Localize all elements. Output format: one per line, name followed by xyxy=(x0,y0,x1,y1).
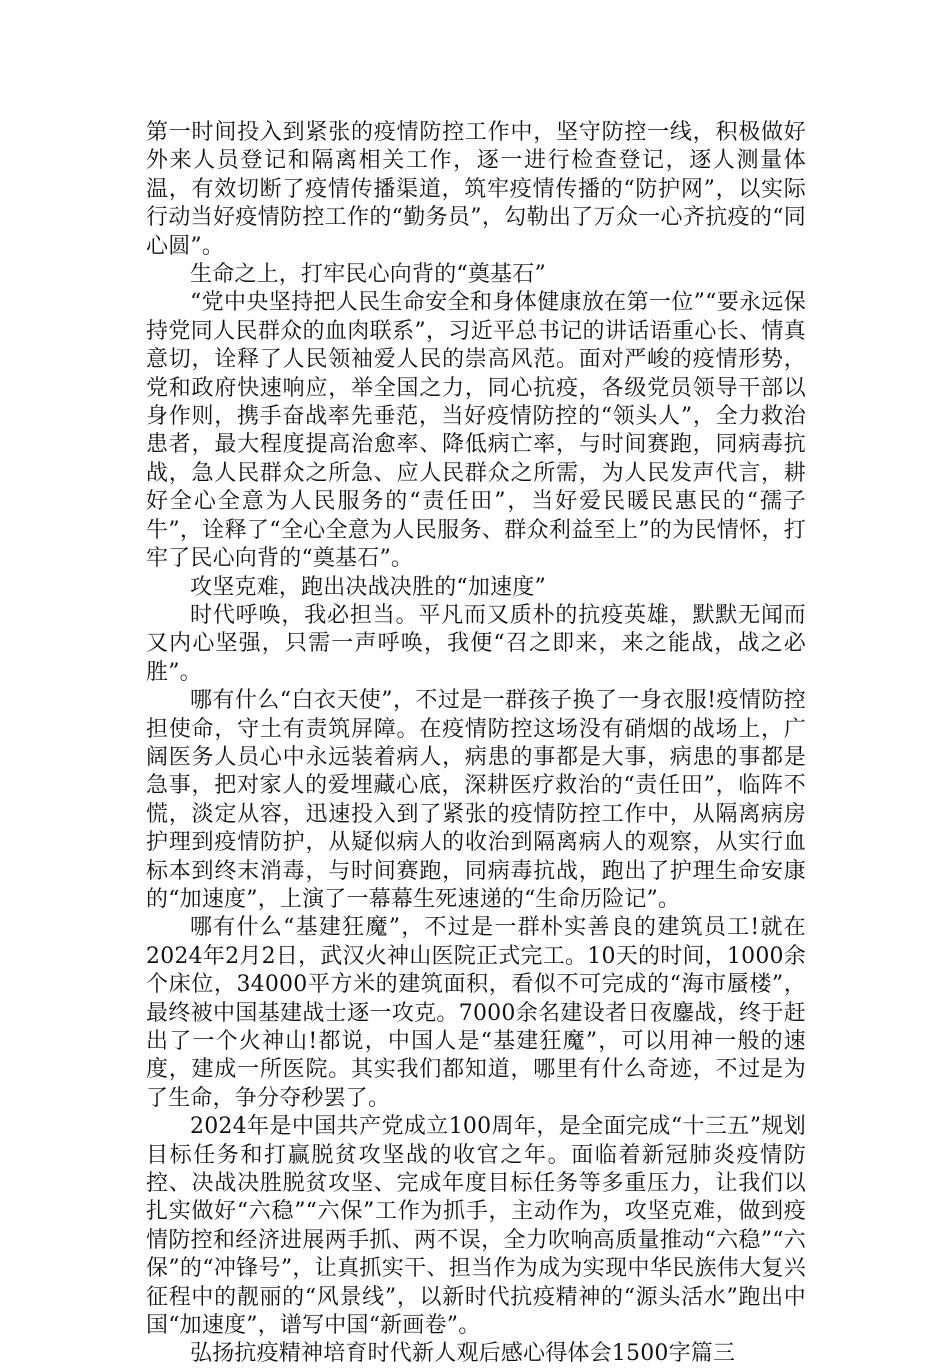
document-page xyxy=(146,119,806,1369)
body-paragraph: 时代呼唤，我必担当。平凡而又质朴的抗疫英雄，默默无闻而又内心坚强，只需一声呼唤，我便“召之即来，来之能战，战之必胜”。 xyxy=(146,602,806,685)
body-paragraph: 2024年是中国共产党成立100周年，是全面完成“十三五”规划目标任务和打赢脱贫攻坚战的收官之年。面临着新冠肺炎疫情防控、决战决胜脱贫攻坚、完成年度目标任务等多重压力，让我们以扎实做好“六稳”“六保”工作为抓手，主动作为，攻坚克难，做到疫情防控和经济进展两手抓、两不误，全力吹响高质量推动“六稳”“六保”的“冲锋号”，让真抓实干、担当作为成为实现中华民族伟大复兴征程中的靓丽的“风景线”，以新时代抗疫精神的“源头活水”跑出中国“加速度”，谱写中国“新画卷”。 xyxy=(146,1114,806,1339)
body-paragraph: 哪有什么“基建狂魔”，不过是一群朴实善良的建筑员工!就在2024年2月2日，武汉火神山医院正式完工。10天的时间，1000余个床位，34000平方米的建筑面积，看似不可完成的“海市蜃楼”，最终被中国基建战士逐一攻克。7000余名建设者日夜鏖战，终于赶出了一个火神山!都说，中国人是“基建狂魔”，可以用神一般的速度，建成一所医院。其实我们都知道，哪里有什么奇迹，不过是为了生命，争分夺秒罢了。 xyxy=(146,915,806,1111)
section-heading: 攻坚克难，跑出决战决胜的“加速度” xyxy=(190,574,546,600)
body-paragraph: 哪有什么“白衣天使”，不过是一群孩子换了一身衣服!疫情防控担使命，守土有责筑屏障。在疫情防控这场没有硝烟的战场上，广阔医务人员心中永远装着病人，病患的事都是大事，病患的事都是急事，把对家人的爱埋藏心底，深耕医疗救治的“责任田”，临阵不慌，淡定从容，迅速投入到了紧张的疫情防控工作中，从隔离病房护理到疫情防护，从疑似病人的收治到隔离病人的观察，从实行血标本到终末消毒，与时间赛跑，同病毒抗战，跑出了护理生命安康的“加速度”，上演了一幕幕生死速递的“生命历险记”。 xyxy=(146,688,806,912)
section-title: 弘扬抗疫精神培育时代新人观后感心得体会1500字篇三 xyxy=(190,1341,736,1367)
body-paragraph: 第一时间投入到紧张的疫情防控工作中，坚守防控一线，积极做好外来人员登记和隔离相关工作，逐一进行检查登记，逐人测量体温，有效切断了疫情传播渠道，筑牢疫情传播的“防护网”，以实际行动当好疫情防控工作的“勤务员”，勾勒出了万众一心齐抗疫的“同心圆”。 xyxy=(146,120,806,259)
section-heading: 生命之上，打牢民心向背的“奠基石” xyxy=(190,262,546,288)
body-paragraph: “党中央坚持把人民生命安全和身体健康放在第一位”“要永远保持党同人民群众的血肉联系”，习近平总书记的讲话语重心长、情真意切，诠释了人民领袖爱人民的崇高风范。面对严峻的疫情形势，党和政府快速响应，举全国之力，同心抗疫，各级党员领导干部以身作则，携手奋战率先垂范，当好疫情防控的“领头人”，全力救治患者，最大程度提高治愈率、降低病亡率，与时间赛跑，同病毒抗战，急人民群众之所急、应人民群众之所需，为人民发声代言，耕好全心全意为人民服务的“责任田”，当好爱民暖民惠民的“孺子牛”，诠释了“全心全意为人民服务、群众利益至上”的为民情怀，打牢了民心向背的“奠基石”。 xyxy=(146,290,806,572)
